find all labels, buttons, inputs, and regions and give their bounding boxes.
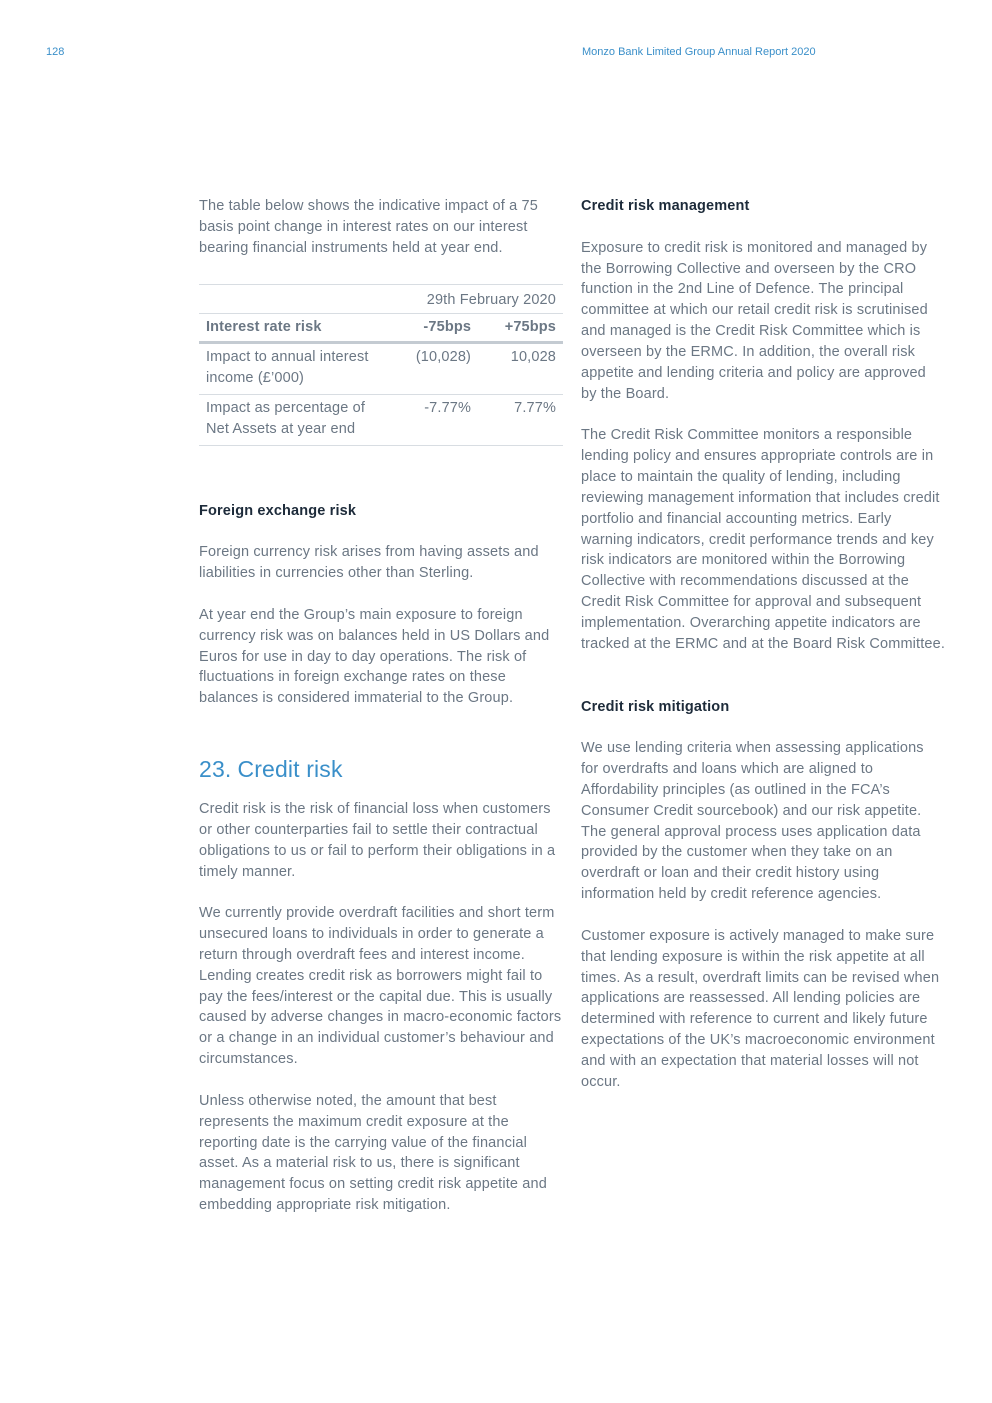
mitigation-paragraph-1: We use lending criteria when assessing applications for overdrafts and loans which are aligned to Affordability principles (as outlined in the FCA’s Consumer Credit sourcebook) and our risk appetite. The general approval process uses application data provided by the customer when they take on an overdraft or loan and their credit history using information held by credit reference agencies. xyxy=(581,740,924,903)
mitigation-paragraph-2: Customer exposure is actively managed to make sure that lending exposure is within the risk appetite at all times. As a result, overdraft limits can be revised when applications are reassessed. All lending policies are determined with reference to current and likely future expectations of the UK’s macroeconomic environment and with an expectation that material losses will not occur. xyxy=(581,927,940,1090)
table-header-row xyxy=(199,314,563,343)
credit-risk-paragraph-3: Unless otherwise noted, the amount that best represents the maximum credit exposure at the reporting date is the carrying value of the financial asset. As a material risk to us, there is significant management focus on setting credit risk appetite and embedding appropriate risk mitigation. xyxy=(199,1092,547,1214)
row-minus-value: -7.77% xyxy=(388,394,478,445)
row-plus-value: 10,028 xyxy=(478,343,563,395)
table-period: 29th February 2020 xyxy=(388,284,563,314)
section-title: Credit risk xyxy=(237,756,343,783)
credit-risk-paragraph-2: We currently provide overdraft facilities and short term unsecured loans to individuals in order to generate a return through overdraft fees and interest income. Lending creates credit risk as borrowers might fail to pay the fees/interest or the capital due. This is usually caused by adverse changes in macro-economic factors or a change in an individual customer’s behaviour and circumstances. xyxy=(199,905,562,1068)
fx-heading: Foreign exchange risk xyxy=(199,502,357,519)
management-paragraph-1: Exposure to credit risk is monitored and managed by the Borrowing Collective and overseen by the CRO function in the 2nd Line of Defence. The principal committee at which our retail credit risk is scrutinised and managed is the Credit Risk Committee which is overseen by the ERMC. In addition, the overall risk appetite and lending criteria and policy are approved by the Board. xyxy=(581,239,928,402)
credit-risk-paragraph-1: Credit risk is the risk of financial loss when customers or other counterparties fail to settle their contractual obligations to us or fail to perform their obligations in a timely manner. xyxy=(199,801,556,880)
table-row xyxy=(199,394,563,445)
page-number: 128 xyxy=(46,46,65,58)
table-period-row xyxy=(199,284,563,314)
credit-risk-management-heading: Credit risk management xyxy=(581,198,750,214)
table-header-plus: +75bps xyxy=(478,314,563,343)
row-minus-value: (10,028) xyxy=(388,343,478,395)
row-label: Impact to annual interest income (£’000) xyxy=(199,343,388,395)
row-plus-value: 7.77% xyxy=(478,394,563,445)
right-column xyxy=(581,196,945,1093)
row-label: Impact as percentage of Net Assets at year end xyxy=(199,394,388,445)
credit-risk-mitigation-heading: Credit risk mitigation xyxy=(581,698,730,715)
management-paragraph-2: The Credit Risk Committee monitors a responsible lending policy and ensures appropriate controls are in place to maintain the quality of lending, including reviewing management information that includes credit portfolio and financial accounting metrics. Early warning indicators, credit performance trends and key risk indicators are monitored within the Borrowing Collective with recommendations discussed at the Credit Risk Committee for approval and subsequent implementation. Overarching appetite indicators are tracked at the ERMC and at the Board Risk Committee. xyxy=(581,427,946,652)
table-header-minus: -75bps xyxy=(388,314,478,343)
left-column xyxy=(199,196,563,1216)
section-number: 23. xyxy=(199,756,232,783)
fx-paragraph-1: Foreign currency risk arises from having assets and liabilities in currencies other than Sterling. xyxy=(199,544,539,582)
table-row xyxy=(199,343,563,395)
section-heading xyxy=(199,755,563,783)
report-title: Monzo Bank Limited Group Annual Report 2020 xyxy=(582,46,816,58)
table-intro-paragraph: The table below shows the indicative impact of a 75 basis point change in interest rates on our interest bearing financial instruments held at year end. xyxy=(199,198,538,256)
fx-paragraph-2: At year end the Group’s main exposure to foreign currency risk was on balances held in US Dollars and Euros for use in day to day operations. The risk of fluctuations in foreign exchange rates on these balances is considered immaterial to the Group. xyxy=(199,606,550,707)
interest-rate-risk-table xyxy=(199,284,563,446)
table-header-label: Interest rate risk xyxy=(199,314,388,343)
